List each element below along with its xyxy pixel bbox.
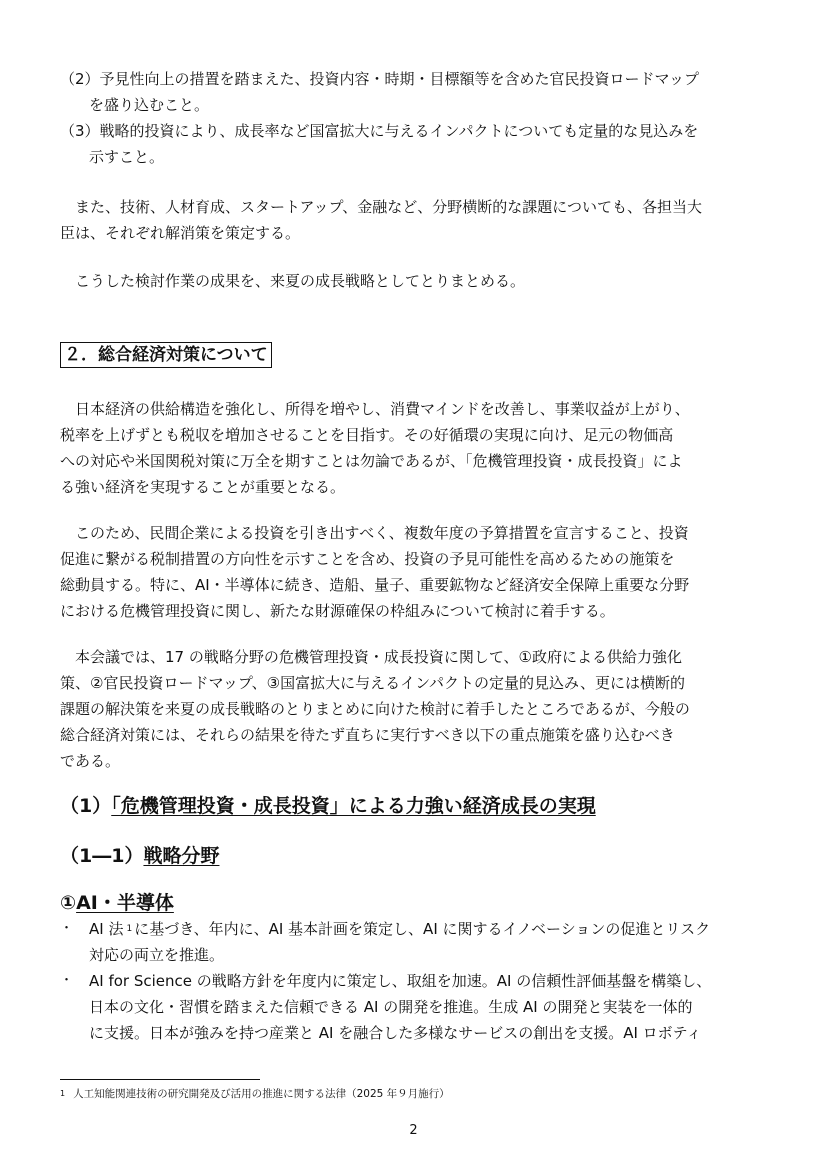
bullet-1-ai-law: AI 法 xyxy=(89,920,124,938)
para-measures-line3: 総動員する。特に、AI・半導体に続き、造船、量子、重要鉱物など経済安全保障上重要な分野 xyxy=(60,576,690,594)
item-2-line2: を盛り込むこと。 xyxy=(89,96,210,114)
section-2-heading: ２．総合経済対策について xyxy=(60,342,272,368)
bullet-mark-1: ・ xyxy=(60,921,74,936)
para-meeting-line3: 課題の解決策を来夏の成長戦略のとりまとめに向けた検討に着手したところであるが、今般の xyxy=(60,700,690,718)
heading-1-text: 「危機管理投資・成長投資」による力強い経済成長の実現 xyxy=(111,795,596,817)
item-3-line2: 示すこと。 xyxy=(89,148,165,166)
para-meeting-line4: 総合経済対策には、それらの結果を待たず直ちに実行すべき以下の重点施策を盛り込むべき xyxy=(60,726,675,744)
heading-1 xyxy=(60,793,596,819)
para-measures-line1: このため、民間企業による投資を引き出すべく、複数年度の予算措置を宣言すること、投資 xyxy=(75,524,689,542)
item-3-line1: （3）戦略的投資により、成長率など国富拡大に与えるインパクトについても定量的な見込みを xyxy=(60,122,699,140)
bullet-2-line2: 日本の文化・習慣を踏まえた信頼できる AI の開発を推進。生成 AI の開発と実装を一体的 xyxy=(89,998,693,1016)
bullet-mark-2: ・ xyxy=(60,973,74,988)
bullet-2-line1: AI for Science の戦略方針を年度内に策定し、取組を加速。AI の信頼性評価基盤を構築し、 xyxy=(89,972,712,990)
para-economy-line1: 日本経済の供給構造を強化し、所得を増やし、消費マインドを改善し、事業収益が上がり、 xyxy=(75,400,690,418)
footnote-text: 人工知能関連技術の研究開発及び活用の推進に関する法律（2025 年９月施行） xyxy=(73,1088,450,1100)
footnote-divider xyxy=(60,1079,260,1080)
heading-ai xyxy=(60,890,174,916)
para-also-line2: 臣は、それぞれ解消策を策定する。 xyxy=(60,224,301,242)
footnote-ref-1[interactable]: 1 xyxy=(126,924,133,934)
para-economy-line3: への対応や米国関税対策に万全を期すことは勿論であるが、「危機管理投資・成長投資」によ xyxy=(60,452,683,470)
para-measures-line4: における危機管理投資に関し、新たな財源確保の枠組みについて検討に着手する。 xyxy=(60,602,615,620)
para-measures-line2: 促進に繋がる税制措置の方向性を示すことを含め、投資の予見可能性を高めるための施策を xyxy=(60,550,675,568)
heading-1-1-text: 戦略分野 xyxy=(143,845,220,867)
page-number: 2 xyxy=(409,1123,418,1138)
bullet-1-line1 xyxy=(89,918,710,940)
bullet-1-rest: に基づき、年内に、AI 基本計画を策定し、AI に関するイノベーションの促進とリスク xyxy=(134,920,711,938)
para-economy-line4: る強い経済を実現することが重要となる。 xyxy=(60,478,346,496)
heading-ai-text: AI・半導体 xyxy=(76,892,174,914)
para-results: こうした検討作業の成果を、来夏の成長戦略としてとりまとめる。 xyxy=(75,272,526,290)
bullet-1-line2: 対応の両立を推進。 xyxy=(89,946,225,964)
para-meeting-line2: 策、②官民投資ロードマップ、③国富拡大に与えるインパクトの定量的見込み、更には横断的 xyxy=(60,674,685,692)
heading-1-1 xyxy=(60,843,219,869)
footnote-mark: 1 xyxy=(60,1089,66,1098)
para-economy-line2: 税率を上げずとも税収を増加させることを目指す。その好循環の実現に向け、足元の物価高 xyxy=(60,426,674,444)
para-meeting-line5: である。 xyxy=(60,752,121,770)
para-also-line1: また、技術、人材育成、スタートアップ、金融など、分野横断的な課題についても、各担当大 xyxy=(75,198,703,216)
heading-ai-prefix: ① xyxy=(60,892,77,914)
para-meeting-line1: 本会議では、17 の戦略分野の危機管理投資・成長投資に関して、①政府による供給力強化 xyxy=(75,648,683,666)
footnote xyxy=(60,1086,450,1102)
heading-1-prefix: （1） xyxy=(60,795,112,817)
item-2-line1: （2）予見性向上の措置を踏まえた、投資内容・時期・目標額等を含めた官民投資ロードマップ xyxy=(60,70,699,88)
bullet-2-line3: に支援。日本が強みを持つ産業と AI を融合した多様なサービスの創出を支援。AI ロボティ xyxy=(89,1024,702,1042)
heading-1-1-prefix: （1―1） xyxy=(60,845,144,867)
